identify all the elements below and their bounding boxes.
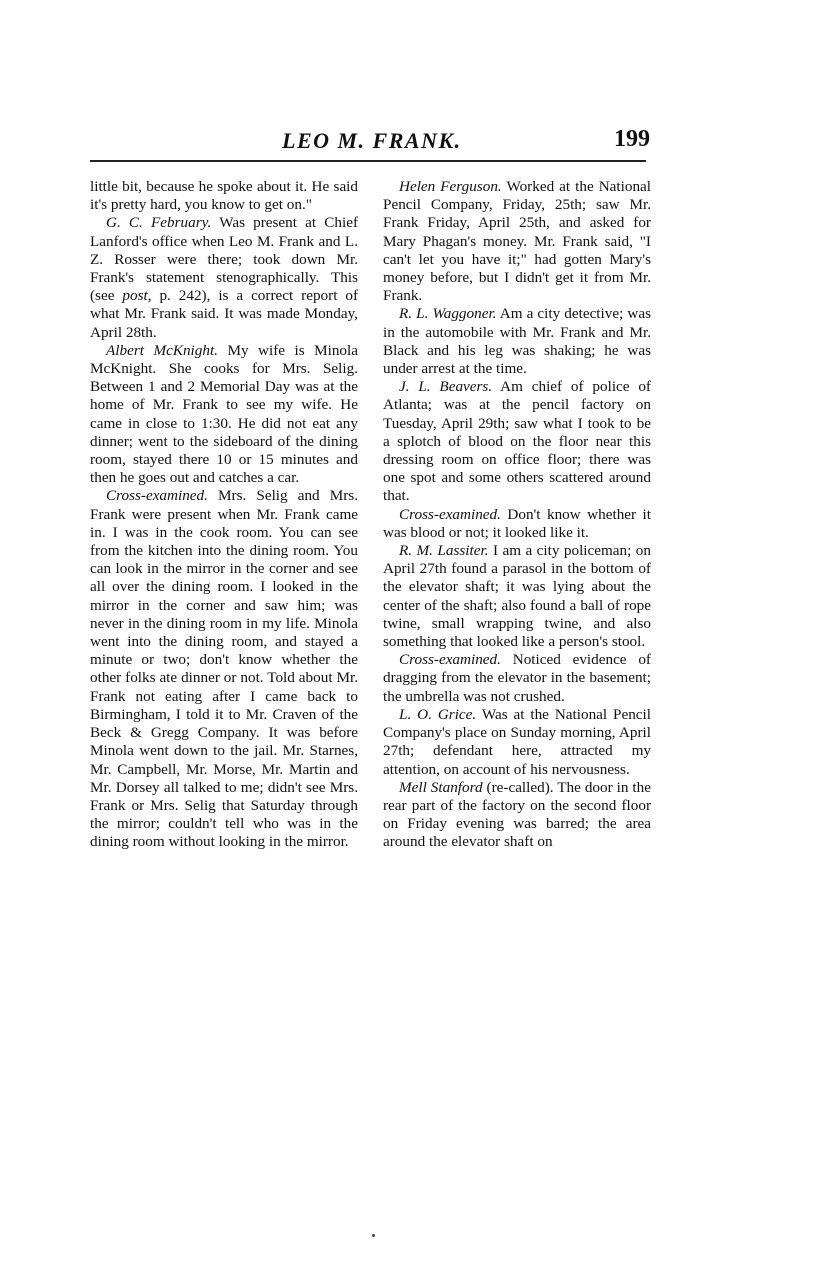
- paragraph-text: Am a city detective; was in the automobile with Mr. Frank and Mr. Black and his leg was shaking; he was under arrest at the time.: [383, 305, 652, 378]
- witness-name: R. M. Lassiter.: [399, 542, 489, 560]
- testimony-february: [90, 214, 358, 341]
- paragraph-text: (re-called). The door in the rear part of the factory on the second floor on Friday evening was barred; the area around the elevator shaft on: [383, 778, 651, 851]
- witness-name: L. O. Grice.: [399, 705, 477, 723]
- witness-name: Mell Stanford: [399, 778, 483, 796]
- header-rule: [90, 160, 646, 162]
- testimony-lassiter-cross: [383, 651, 651, 706]
- witness-name: R. L. Waggoner.: [399, 305, 497, 323]
- cross-examined-label: Cross-examined.: [399, 505, 501, 523]
- testimony-grice: [383, 706, 651, 779]
- testimony-waggoner: [383, 305, 651, 378]
- witness-name: G. C. February.: [106, 214, 212, 232]
- reference-italic: post,: [122, 287, 152, 305]
- paragraph-text: Mrs. Selig and Mrs. Frank were present when Mr. Frank came in. I was in the cook room. You can see from the kitchen into the dining room. You can look in the mirror in the corner and see all over the dining room. I looked in the mirror in the corner and saw him; was never in the dining room in my life. Minola went into the dining room, and stayed a minute or two; don't know whether the other folks ate dinner or not. Told about Mr. Frank not eating after I came back to Birmingham, I told it to Mr. Craven of the Beck & Gregg Company. It was before Minola went down to the jail. Mr. Starnes, Mr. Campbell, Mr. Morse, Mr. Martin and Mr. Dorsey all talked to me; didn't see Mrs. Frank or Mrs. Selig that Saturday through the mirror; couldn't tell who was in the dining room without looking in the mirror.: [90, 487, 358, 851]
- page-header: [90, 122, 650, 160]
- print-speck: [372, 1234, 375, 1237]
- paragraph-text: Was at the National Pencil Company's place on Sunday morning, April 27th; defendant here, attracted my attention, on account of his nervousness.: [383, 705, 651, 778]
- paragraph-continuation: [90, 178, 358, 214]
- paragraph-text: Noticed evidence of dragging from the elevator in the basement; the umbrella was not crushed.: [383, 651, 651, 705]
- paragraph-text: Don't know whether it was blood or not; it looked like it.: [383, 505, 651, 541]
- testimony-stanford: [383, 779, 651, 852]
- running-title: LEO M. FRANK.: [282, 128, 462, 153]
- witness-name: J. L. Beavers.: [399, 378, 493, 396]
- paragraph-text: Worked at the National Pencil Company, Friday, 25th; saw Mr. Frank Friday, April 25th, and asked for Mary Phagan's money. Mr. Frank said, "I can't let you have it;" had gotten Mary's money before, but I didn't get it from Mr. Frank.: [383, 178, 652, 305]
- testimony-mcknight: [90, 342, 358, 488]
- paragraph-text: Am chief of police of Atlanta; was at the pencil factory on Tuesday, April 29th; saw what I took to be a splotch of blood on the floor near this dressing room on office floor; there was one spot and some others scattered around that.: [383, 378, 651, 505]
- testimony-mcknight-cross: [90, 487, 358, 851]
- cross-examined-label: Cross-examined.: [106, 487, 208, 505]
- right-column: [383, 178, 651, 852]
- testimony-ferguson: [383, 178, 651, 305]
- testimony-beavers: [383, 378, 651, 505]
- paragraph-text: little bit, because he spoke about it. He said it's pretty hard, you know to get on.": [90, 178, 358, 214]
- witness-name: Albert McKnight.: [106, 341, 218, 359]
- witness-name: Helen Ferguson.: [399, 178, 502, 195]
- paragraph-text: I am a city policeman; on April 27th found a parasol in the bottom of the elevator shaft; it was lying about the center of the shaft; also found a ball of rope twine, small wrapping twine, and also something that looked like a person's stool.: [383, 542, 651, 651]
- paragraph-text: My wife is Minola McKnight. She cooks for Mrs. Selig. Between 1 and 2 Memorial Day was at the home of Mr. Frank to see my wife. He came in close to 1:30. He did not eat any dinner; went to the sideboard of the dining room, stayed there 10 or 15 minutes and then he goes out and catches a car.: [90, 341, 358, 487]
- paragraph-text: Was present at Chief Lanford's office when Leo M. Frank and L. Z. Rosser were there; took down Mr. Frank's statement stenographically. This (see: [90, 214, 358, 305]
- left-column: [90, 178, 358, 852]
- paragraph-text: p. 242), is a correct report of what Mr. Frank said. It was made Monday, April 28th.: [90, 287, 358, 341]
- page-number: 199: [614, 126, 650, 152]
- testimony-lassiter: [383, 542, 651, 651]
- testimony-beavers-cross: [383, 506, 651, 542]
- cross-examined-label: Cross-examined.: [399, 651, 501, 669]
